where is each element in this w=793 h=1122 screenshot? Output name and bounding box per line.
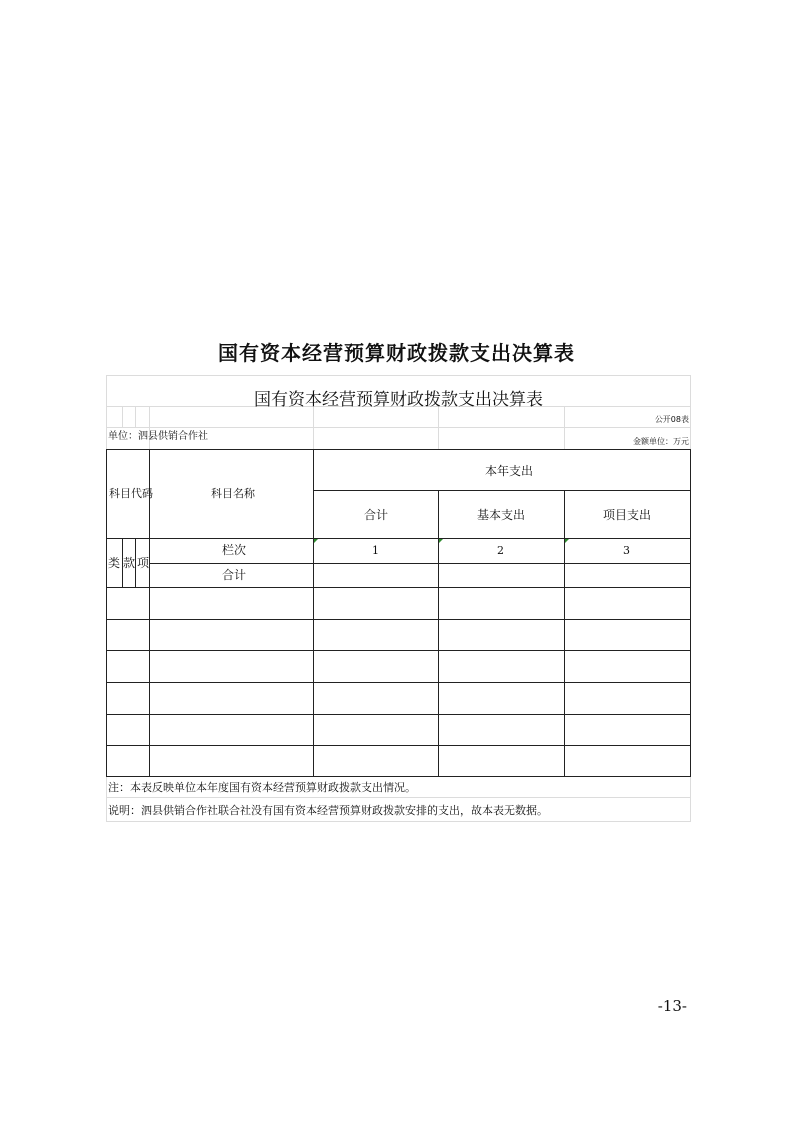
- reporting-unit: 单位：泗县供销合作社: [108, 431, 208, 442]
- amount-unit: 金额单位：万元: [633, 437, 689, 446]
- header-item: 项: [137, 556, 150, 570]
- cell-comment-marker: [439, 539, 443, 543]
- form-code: 公开08表: [654, 415, 689, 424]
- header-project-expense: 项目支出: [603, 508, 652, 522]
- header-category: 类: [108, 556, 121, 570]
- expense-table-sheet: [106, 375, 691, 822]
- document-title: 国有资本经营预算财政拨款支出决算表: [218, 341, 575, 365]
- cell-comment-marker: [314, 539, 318, 543]
- header-subject-name: 科目名称: [211, 487, 255, 500]
- total-row-label: 合计: [222, 568, 247, 582]
- header-section: 款: [123, 556, 136, 570]
- header-total: 合计: [364, 508, 389, 522]
- sheet-title: 国有资本经营预算财政拨款支出决算表: [254, 390, 543, 410]
- cell-comment-marker: [565, 539, 569, 543]
- header-subject-code: 科目代码: [109, 487, 153, 500]
- column-number-1: 1: [372, 544, 379, 557]
- page-number: -13-: [657, 997, 687, 1015]
- row-label-column-index: 栏次: [222, 543, 247, 557]
- table-note: 注：本表反映单位本年度国有资本经营预算财政拨款支出情况。: [108, 781, 416, 794]
- column-number-2: 2: [497, 544, 504, 557]
- header-current-year-expense: 本年支出: [485, 464, 534, 478]
- header-basic-expense: 基本支出: [477, 508, 526, 522]
- column-number-3: 3: [623, 544, 630, 557]
- table-explanation: 说明：泗县供销合作社联合社没有国有资本经营预算财政拨款安排的支出，故本表无数据。: [108, 804, 548, 817]
